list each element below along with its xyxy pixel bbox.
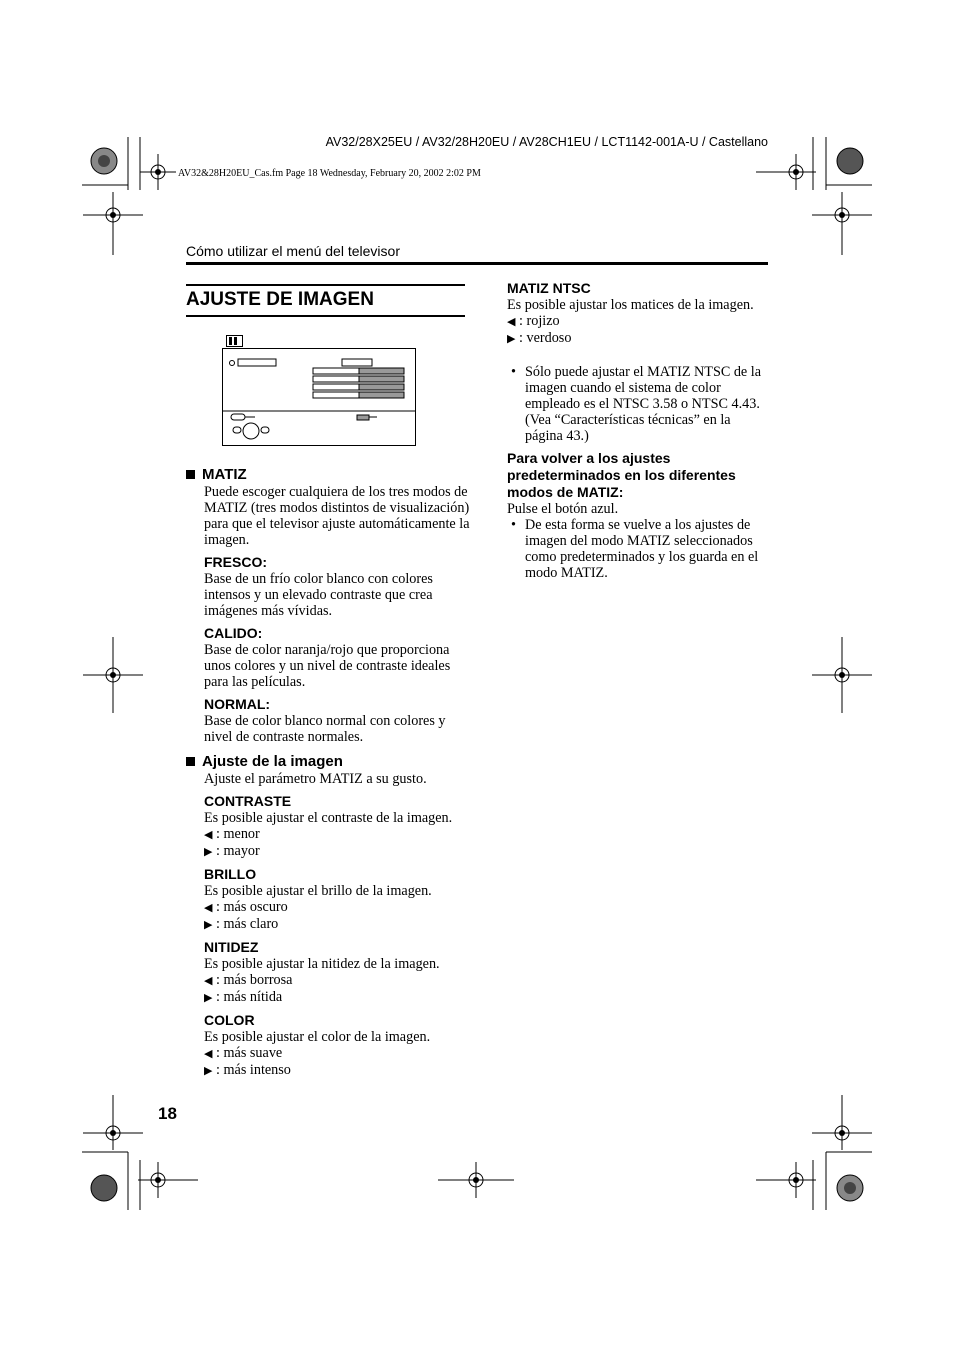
- page-number: 18: [158, 1104, 177, 1123]
- square-bullet-icon: [186, 470, 195, 479]
- nitidez-name: NITIDEZ: [204, 939, 259, 955]
- right-arrow-icon: ▶: [204, 919, 213, 931]
- menu-icon-box: [226, 335, 243, 347]
- ntsc-text: Es posible ajustar los matices de la imagen.: [507, 297, 754, 313]
- brillo-right: ▶ : más claro: [204, 916, 279, 932]
- tv-menu-drawing: [223, 349, 415, 445]
- mode-calido-name: CALIDO:: [204, 625, 263, 641]
- bullet-icon: •: [511, 517, 516, 533]
- ntsc-right: ▶ : verdoso: [507, 330, 572, 346]
- ntsc-note: • Sólo puede ajustar el MATIZ NTSC de la imagen cuando el sistema de color empleado es el NTSC 3.58 o NTSC 4.43. (Vea “Características técnicas” en la página 43.): [511, 364, 762, 444]
- right-arrow-icon: ▶: [507, 333, 516, 345]
- right-column: [507, 280, 769, 581]
- brillo-text: Es posible ajustar el brillo de la imagen.: [204, 883, 432, 899]
- ntsc-name: MATIZ NTSC: [507, 280, 591, 296]
- page-title: AJUSTE DE IMAGEN: [186, 284, 465, 317]
- contraste-text: Es posible ajustar el contraste de la imagen.: [204, 810, 453, 826]
- reset-heading: Para volver a los ajustes predeterminados en los diferentes modos de MATIZ:: [507, 450, 736, 500]
- reset-note: • De esta forma se vuelve a los ajustes de imagen del modo MATIZ seleccionados como predeterminados y los guarda en el modo MATIZ.: [511, 517, 759, 581]
- color-name: COLOR: [204, 1012, 255, 1028]
- matiz-heading: MATIZ: [186, 466, 471, 484]
- color-left: ◀ : más suave: [204, 1045, 283, 1061]
- nitidez-text: Es posible ajustar la nitidez de la imagen.: [204, 956, 440, 972]
- reset-text: Pulse el botón azul.: [507, 501, 619, 517]
- left-arrow-icon: ◀: [204, 829, 213, 841]
- tv-menu-illustration: [222, 348, 416, 446]
- ajuste-heading: Ajuste de la imagen: [186, 753, 471, 771]
- left-arrow-icon: ◀: [507, 316, 516, 328]
- mode-fresco-text: Base de un frío color blanco con colores intensos y un elevado contraste que crea imágenes más vívidas.: [204, 571, 433, 619]
- header-rule: [186, 262, 768, 265]
- matiz-body: Puede escoger cualquiera de los tres modos de MATIZ (tres modos distintos de visualización) para que el televisor ajuste automáticamente la imagen.: [204, 484, 470, 548]
- file-info: AV32&28H20EU_Cas.fm Page 18 Wednesday, February 20, 2002 2:02 PM: [178, 168, 481, 179]
- contraste-left: ◀ : menor: [204, 826, 260, 842]
- contraste-right: ▶ : mayor: [204, 843, 260, 859]
- left-arrow-icon: ◀: [204, 975, 213, 987]
- mode-fresco-name: FRESCO:: [204, 554, 267, 570]
- color-text: Es posible ajustar el color de la imagen.: [204, 1029, 431, 1045]
- mode-normal-text: Base de color blanco normal con colores y nivel de contraste normales.: [204, 713, 446, 745]
- contraste-name: CONTRASTE: [204, 793, 292, 809]
- left-arrow-icon: ◀: [204, 902, 213, 914]
- nitidez-left: ◀ : más borrosa: [204, 972, 293, 988]
- section-title: Cómo utilizar el menú del televisor: [186, 243, 400, 259]
- left-column: [186, 466, 471, 1079]
- left-arrow-icon: ◀: [204, 1048, 213, 1060]
- square-bullet-icon: [186, 757, 195, 766]
- brillo-name: BRILLO: [204, 866, 257, 882]
- mode-normal-name: NORMAL:: [204, 696, 271, 712]
- model-line: AV32/28X25EU / AV32/28H20EU / AV28CH1EU / LCT1142-001A-U / Castellano: [325, 135, 768, 149]
- right-arrow-icon: ▶: [204, 992, 213, 1004]
- bullet-icon: •: [511, 364, 516, 380]
- mode-calido-text: Base de color naranja/rojo que proporciona unos colores y un nivel de contraste ideales para las películas.: [204, 642, 451, 690]
- color-right: ▶ : más intenso: [204, 1062, 291, 1078]
- nitidez-right: ▶ : más nítida: [204, 989, 283, 1005]
- brillo-left: ◀ : más oscuro: [204, 899, 288, 915]
- ajuste-body: Ajuste el parámetro MATIZ a su gusto.: [204, 771, 427, 787]
- right-arrow-icon: ▶: [204, 1065, 213, 1077]
- ntsc-left: ◀ : rojizo: [507, 313, 560, 329]
- right-arrow-icon: ▶: [204, 846, 213, 858]
